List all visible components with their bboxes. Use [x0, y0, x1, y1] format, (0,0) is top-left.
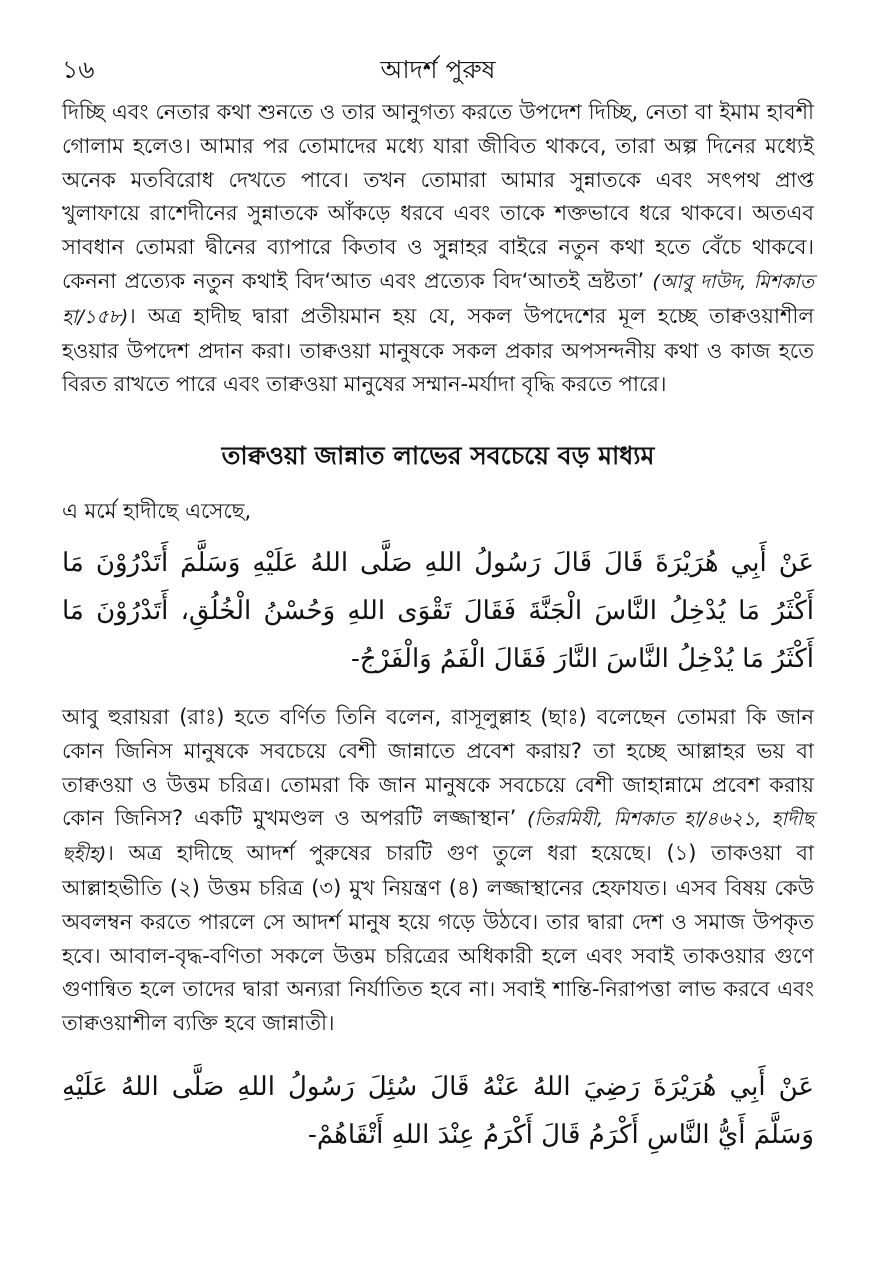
paragraph-2-text: আবু হুরায়রা (রাঃ) হতে বর্ণিত তিনি বলেন, রাসূলুল্লাহ (ছাঃ) বলেছেন তোমরা কি জান কোন জিনিস মানুষকে সবচেয়ে বেশী জান্নাতে প্রবেশ করায়? তা হচ্ছে আল্লাহর ভয় বা তাক্বওয়া ও উত্তম চরিত্র। তোমরা কি জান মানুষকে সবচেয়ে বেশী জাহান্নামে প্রবেশ করায় কোন জিনিস? একটি মুখমণ্ডল ও অপরটি লজ্জাস্থান’	[62, 704, 814, 831]
hadith-1-arabic: عَنْ أَبِي هُرَيْرَةَ قَالَ قَالَ رَسُولُ اللهِ صَلَّى اللهُ عَلَيْهِ وَسَلَّمَ أَتَدْرُوْنَ مَا أَكْثَرُ مَا يُدْخِلُ النَّاسَ الْجَنَّةَ فَقَالَ تَقْوَى اللهِ وَحُسْنُ الْخُلُقِ، أَتَدْرُوْنَ مَا أَكْثَرُ مَا يُدْخِلُ النَّاسَ النَّارَ فَقَالَ الْفَمُ وَالْفَرْجُ-	[62, 547, 814, 674]
paragraph-1-text-after: । অত্র হাদীছ দ্বারা প্রতীয়মান হয় যে, সকল উপদেশের মূল হচ্ছে তাক্বওয়াশীল হওয়ার উপদেশ প্রদান করা। তাক্বওয়া মানুষকে সকল প্রকার অপসন্দনীয় কথা ও কাজ হতে বিরত রাখতে পারে এবং তাক্বওয়া মানুষের সম্মান-মর্যাদা বৃদ্ধি করতে পারে।	[62, 303, 814, 397]
document-page	[62, 50, 814, 1177]
paragraph-1	[62, 96, 814, 402]
running-title: আদর্শ পুরুষ	[380, 55, 496, 84]
paragraph-2	[62, 701, 814, 1041]
paragraph-1-text: দিচ্ছি এবং নেতার কথা শুনতে ও তার আনুগত্য করতে উপদেশ দিচ্ছি, নেতা বা ইমাম হাবশী গোলাম হলেও। আমার পর তোমাদের মধ্যে যারা জীবিত থাকবে, তারা অল্প দিনের মধ্যেই অনেক মতবিরোধ দেখতে পাবে। তখন তোমারা আমার সুন্নাতকে এবং সৎপথ প্রাপ্ত খুলাফায়ে রাশেদীনের সুন্নাতকে আঁকড়ে ধরবে এবং তাকে শক্তভাবে ধরে থাকবে। অতএব সাবধান তোমরা দ্বীনের ব্যাপারে কিতাব ও সুন্নাহর বাইরে নতুন কথা হতে বেঁচে থাকবে। কেননা প্রত্যেক নতুন কথাই বিদ‘আত এবং প্রত্যেক বিদ‘আতই ভ্রষ্টতা’	[62, 100, 814, 293]
paragraph-2-text-after: । অত্র হাদীছে আদর্শ পুরুষের চারটি গুণ তুলে ধরা হয়েছে। (১) তাকওয়া বা আল্লাহভীতি (২) উত্তম চরিত্র (৩) মুখ নিয়ন্ত্রণ (৪) লজ্জাস্থানের হেফাযত। এসব বিষয় কেউ অবলম্বন করতে পারলে সে আদর্শ মানুষ হয়ে গড়ে উঠবে। তার দ্বারা দেশ ও সমাজ উপকৃত হবে। আবাল-বৃদ্ধ-বণিতা সকলে উত্তম চরিত্রের অধিকারী হলে এবং সবাই তাকওয়ার গুণে গুণান্বিত হলে তাদের দ্বারা অন্যরা নির্যাতিত হবে না। সবাই শান্তি-নিরাপত্তা লাভ করবে এবং তাক্বওয়াশীল ব্যক্তি হবে জান্নাতী।	[62, 841, 814, 1036]
section-heading: তাক্বওয়া জান্নাত লাভের সবচেয়ে বড় মাধ্যম	[221, 441, 655, 471]
page-number: ১৬	[62, 55, 95, 84]
hadith-2-arabic: عَنْ أَبِي هُرَيْرَةَ رَضِيَ اللهُ عَنْهُ قَالَ سُئِلَ رَسُولُ اللهِ صَلَّى اللهُ عَلَيْهِ وَسَلَّمَ أَيُّ النَّاسِ أَكْرَمُ قَالَ أَكْرَمُ عِنْدَ اللهِ أَتْقَاهُمْ-	[62, 1071, 814, 1150]
page-header	[62, 50, 814, 96]
citation-2: (তিরমিযী, মিশকাত হা/৪৬২১, হাদীছ ছহীহ)	[62, 808, 814, 866]
section-intro: এ মর্মে হাদীছে এসেছে,	[62, 499, 252, 524]
citation-1: (আবু দাউদ, মিশকাত হা/১৫৮)	[62, 270, 815, 328]
